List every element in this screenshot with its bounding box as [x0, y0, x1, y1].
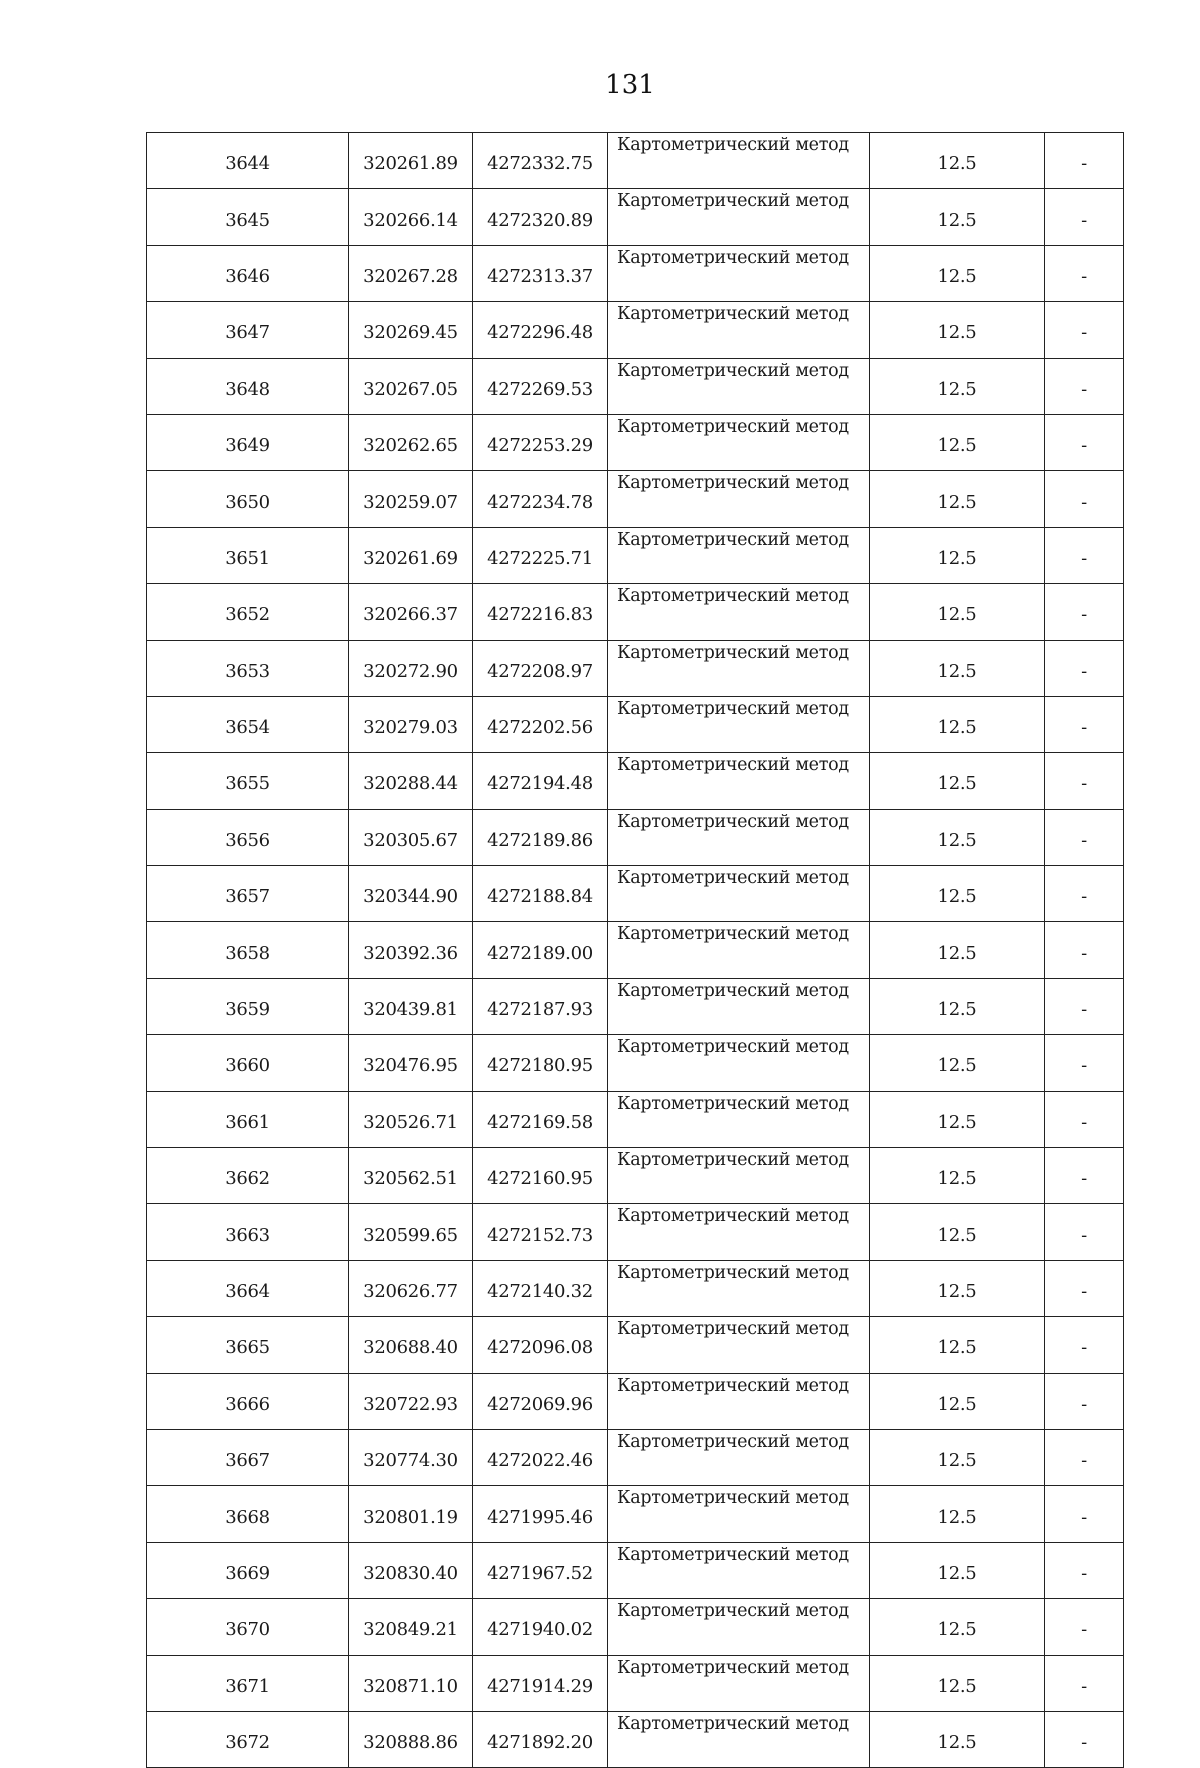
note-cell: -: [1045, 1599, 1124, 1655]
x-coordinate-cell: 320261.69: [349, 527, 473, 583]
note-cell: -: [1045, 1204, 1124, 1260]
y-coordinate-cell: 4272189.86: [473, 809, 608, 865]
method-cell: Картометрический метод: [608, 414, 870, 470]
point-number-cell: 3670: [147, 1599, 349, 1655]
method-cell: Картометрический метод: [608, 866, 870, 922]
precision-cell: 12.5: [870, 358, 1045, 414]
precision-cell: 12.5: [870, 1542, 1045, 1598]
method-cell: Картометрический метод: [608, 358, 870, 414]
note-cell: -: [1045, 527, 1124, 583]
table-row: [147, 245, 1124, 301]
point-number-cell: 3648: [147, 358, 349, 414]
precision-cell: 12.5: [870, 189, 1045, 245]
point-number-cell: 3667: [147, 1429, 349, 1485]
point-number-cell: 3656: [147, 809, 349, 865]
note-cell: -: [1045, 245, 1124, 301]
precision-cell: 12.5: [870, 1373, 1045, 1429]
method-cell: Картометрический метод: [608, 189, 870, 245]
x-coordinate-cell: 320272.90: [349, 640, 473, 696]
point-number-cell: 3644: [147, 133, 349, 189]
table-row: [147, 1204, 1124, 1260]
y-coordinate-cell: 4272169.58: [473, 1091, 608, 1147]
table-row: [147, 471, 1124, 527]
y-coordinate-cell: 4272216.83: [473, 584, 608, 640]
method-cell: Картометрический метод: [608, 1599, 870, 1655]
precision-cell: 12.5: [870, 1204, 1045, 1260]
x-coordinate-cell: 320267.28: [349, 245, 473, 301]
table-row: [147, 922, 1124, 978]
note-cell: -: [1045, 1429, 1124, 1485]
x-coordinate-cell: 320261.89: [349, 133, 473, 189]
method-cell: Картометрический метод: [608, 1204, 870, 1260]
method-cell: Картометрический метод: [608, 1486, 870, 1542]
table-row: [147, 1317, 1124, 1373]
point-number-cell: 3653: [147, 640, 349, 696]
method-cell: Картометрический метод: [608, 1711, 870, 1767]
table-row: [147, 358, 1124, 414]
point-number-cell: 3650: [147, 471, 349, 527]
point-number-cell: 3665: [147, 1317, 349, 1373]
table-row: [147, 1035, 1124, 1091]
point-number-cell: 3671: [147, 1655, 349, 1711]
precision-cell: 12.5: [870, 245, 1045, 301]
precision-cell: 12.5: [870, 1148, 1045, 1204]
x-coordinate-cell: 320288.44: [349, 753, 473, 809]
precision-cell: 12.5: [870, 866, 1045, 922]
note-cell: -: [1045, 189, 1124, 245]
precision-cell: 12.5: [870, 1260, 1045, 1316]
x-coordinate-cell: 320526.71: [349, 1091, 473, 1147]
note-cell: -: [1045, 978, 1124, 1034]
point-number-cell: 3645: [147, 189, 349, 245]
method-cell: Картометрический метод: [608, 584, 870, 640]
y-coordinate-cell: 4272152.73: [473, 1204, 608, 1260]
precision-cell: 12.5: [870, 1317, 1045, 1373]
y-coordinate-cell: 4272187.93: [473, 978, 608, 1034]
x-coordinate-cell: 320801.19: [349, 1486, 473, 1542]
precision-cell: 12.5: [870, 809, 1045, 865]
method-cell: Картометрический метод: [608, 1091, 870, 1147]
table-row: [147, 1711, 1124, 1767]
note-cell: -: [1045, 1091, 1124, 1147]
y-coordinate-cell: 4272140.32: [473, 1260, 608, 1316]
x-coordinate-cell: 320269.45: [349, 302, 473, 358]
method-cell: Картометрический метод: [608, 1317, 870, 1373]
x-coordinate-cell: 320599.65: [349, 1204, 473, 1260]
table-row: [147, 414, 1124, 470]
table-row: [147, 866, 1124, 922]
point-number-cell: 3652: [147, 584, 349, 640]
precision-cell: 12.5: [870, 527, 1045, 583]
point-number-cell: 3672: [147, 1711, 349, 1767]
table-row: [147, 133, 1124, 189]
note-cell: -: [1045, 1148, 1124, 1204]
y-coordinate-cell: 4272096.08: [473, 1317, 608, 1373]
x-coordinate-cell: 320344.90: [349, 866, 473, 922]
point-number-cell: 3668: [147, 1486, 349, 1542]
y-coordinate-cell: 4272225.71: [473, 527, 608, 583]
method-cell: Картометрический метод: [608, 978, 870, 1034]
note-cell: -: [1045, 358, 1124, 414]
point-number-cell: 3646: [147, 245, 349, 301]
y-coordinate-cell: 4272189.00: [473, 922, 608, 978]
note-cell: -: [1045, 471, 1124, 527]
x-coordinate-cell: 320439.81: [349, 978, 473, 1034]
table-row: [147, 1148, 1124, 1204]
y-coordinate-cell: 4272313.37: [473, 245, 608, 301]
note-cell: -: [1045, 1486, 1124, 1542]
method-cell: Картометрический метод: [608, 1655, 870, 1711]
precision-cell: 12.5: [870, 978, 1045, 1034]
method-cell: Картометрический метод: [608, 1373, 870, 1429]
precision-cell: 12.5: [870, 584, 1045, 640]
method-cell: Картометрический метод: [608, 1035, 870, 1091]
table-row: [147, 527, 1124, 583]
precision-cell: 12.5: [870, 696, 1045, 752]
method-cell: Картометрический метод: [608, 1542, 870, 1598]
x-coordinate-cell: 320774.30: [349, 1429, 473, 1485]
table-row: [147, 1373, 1124, 1429]
method-cell: Картометрический метод: [608, 1429, 870, 1485]
y-coordinate-cell: 4272234.78: [473, 471, 608, 527]
x-coordinate-cell: 320562.51: [349, 1148, 473, 1204]
table-row: [147, 809, 1124, 865]
point-number-cell: 3649: [147, 414, 349, 470]
precision-cell: 12.5: [870, 753, 1045, 809]
note-cell: -: [1045, 753, 1124, 809]
x-coordinate-cell: 320267.05: [349, 358, 473, 414]
table-row: [147, 1599, 1124, 1655]
y-coordinate-cell: 4271995.46: [473, 1486, 608, 1542]
precision-cell: 12.5: [870, 1091, 1045, 1147]
point-number-cell: 3654: [147, 696, 349, 752]
precision-cell: 12.5: [870, 1655, 1045, 1711]
point-number-cell: 3647: [147, 302, 349, 358]
point-number-cell: 3664: [147, 1260, 349, 1316]
y-coordinate-cell: 4272253.29: [473, 414, 608, 470]
x-coordinate-cell: 320279.03: [349, 696, 473, 752]
note-cell: -: [1045, 302, 1124, 358]
note-cell: -: [1045, 1373, 1124, 1429]
precision-cell: 12.5: [870, 1429, 1045, 1485]
x-coordinate-cell: 320262.65: [349, 414, 473, 470]
note-cell: -: [1045, 922, 1124, 978]
precision-cell: 12.5: [870, 133, 1045, 189]
y-coordinate-cell: 4272296.48: [473, 302, 608, 358]
x-coordinate-cell: 320626.77: [349, 1260, 473, 1316]
table-row: [147, 1091, 1124, 1147]
table-row: [147, 1655, 1124, 1711]
precision-cell: 12.5: [870, 922, 1045, 978]
x-coordinate-cell: 320871.10: [349, 1655, 473, 1711]
table-row: [147, 1260, 1124, 1316]
note-cell: -: [1045, 1317, 1124, 1373]
method-cell: Картометрический метод: [608, 922, 870, 978]
note-cell: -: [1045, 866, 1124, 922]
method-cell: Картометрический метод: [608, 245, 870, 301]
y-coordinate-cell: 4272194.48: [473, 753, 608, 809]
point-number-cell: 3663: [147, 1204, 349, 1260]
table-row: [147, 753, 1124, 809]
point-number-cell: 3662: [147, 1148, 349, 1204]
y-coordinate-cell: 4271914.29: [473, 1655, 608, 1711]
x-coordinate-cell: 320259.07: [349, 471, 473, 527]
note-cell: -: [1045, 133, 1124, 189]
y-coordinate-cell: 4272160.95: [473, 1148, 608, 1204]
y-coordinate-cell: 4272069.96: [473, 1373, 608, 1429]
note-cell: -: [1045, 584, 1124, 640]
precision-cell: 12.5: [870, 1711, 1045, 1767]
y-coordinate-cell: 4272269.53: [473, 358, 608, 414]
page-number: 131: [605, 70, 655, 100]
table-row: [147, 189, 1124, 245]
method-cell: Картометрический метод: [608, 302, 870, 358]
method-cell: Картометрический метод: [608, 1148, 870, 1204]
x-coordinate-cell: 320888.86: [349, 1711, 473, 1767]
point-number-cell: 3659: [147, 978, 349, 1034]
y-coordinate-cell: 4272022.46: [473, 1429, 608, 1485]
table-row: [147, 1486, 1124, 1542]
method-cell: Картометрический метод: [608, 471, 870, 527]
x-coordinate-cell: 320266.14: [349, 189, 473, 245]
x-coordinate-cell: 320476.95: [349, 1035, 473, 1091]
method-cell: Картометрический метод: [608, 640, 870, 696]
x-coordinate-cell: 320722.93: [349, 1373, 473, 1429]
x-coordinate-cell: 320266.37: [349, 584, 473, 640]
point-number-cell: 3658: [147, 922, 349, 978]
note-cell: -: [1045, 1711, 1124, 1767]
note-cell: -: [1045, 414, 1124, 470]
method-cell: Картометрический метод: [608, 809, 870, 865]
point-number-cell: 3651: [147, 527, 349, 583]
note-cell: -: [1045, 809, 1124, 865]
note-cell: -: [1045, 696, 1124, 752]
table-row: [147, 1429, 1124, 1485]
precision-cell: 12.5: [870, 1486, 1045, 1542]
y-coordinate-cell: 4271967.52: [473, 1542, 608, 1598]
note-cell: -: [1045, 1260, 1124, 1316]
coordinates-table: [146, 132, 1124, 1768]
method-cell: Картометрический метод: [608, 753, 870, 809]
precision-cell: 12.5: [870, 1599, 1045, 1655]
table-row: [147, 640, 1124, 696]
x-coordinate-cell: 320305.67: [349, 809, 473, 865]
x-coordinate-cell: 320849.21: [349, 1599, 473, 1655]
y-coordinate-cell: 4272320.89: [473, 189, 608, 245]
point-number-cell: 3655: [147, 753, 349, 809]
y-coordinate-cell: 4272202.56: [473, 696, 608, 752]
table-row: [147, 978, 1124, 1034]
precision-cell: 12.5: [870, 471, 1045, 527]
precision-cell: 12.5: [870, 640, 1045, 696]
y-coordinate-cell: 4271892.20: [473, 1711, 608, 1767]
y-coordinate-cell: 4272332.75: [473, 133, 608, 189]
point-number-cell: 3660: [147, 1035, 349, 1091]
table-row: [147, 302, 1124, 358]
table-row: [147, 584, 1124, 640]
note-cell: -: [1045, 1542, 1124, 1598]
y-coordinate-cell: 4272208.97: [473, 640, 608, 696]
precision-cell: 12.5: [870, 302, 1045, 358]
x-coordinate-cell: 320392.36: [349, 922, 473, 978]
method-cell: Картометрический метод: [608, 696, 870, 752]
y-coordinate-cell: 4271940.02: [473, 1599, 608, 1655]
y-coordinate-cell: 4272180.95: [473, 1035, 608, 1091]
note-cell: -: [1045, 640, 1124, 696]
table-row: [147, 1542, 1124, 1598]
y-coordinate-cell: 4272188.84: [473, 866, 608, 922]
method-cell: Картометрический метод: [608, 1260, 870, 1316]
method-cell: Картометрический метод: [608, 527, 870, 583]
note-cell: -: [1045, 1655, 1124, 1711]
precision-cell: 12.5: [870, 1035, 1045, 1091]
method-cell: Картометрический метод: [608, 133, 870, 189]
x-coordinate-cell: 320830.40: [349, 1542, 473, 1598]
precision-cell: 12.5: [870, 414, 1045, 470]
table-row: [147, 696, 1124, 752]
x-coordinate-cell: 320688.40: [349, 1317, 473, 1373]
point-number-cell: 3661: [147, 1091, 349, 1147]
point-number-cell: 3666: [147, 1373, 349, 1429]
point-number-cell: 3669: [147, 1542, 349, 1598]
note-cell: -: [1045, 1035, 1124, 1091]
point-number-cell: 3657: [147, 866, 349, 922]
table-body: [147, 133, 1124, 1768]
